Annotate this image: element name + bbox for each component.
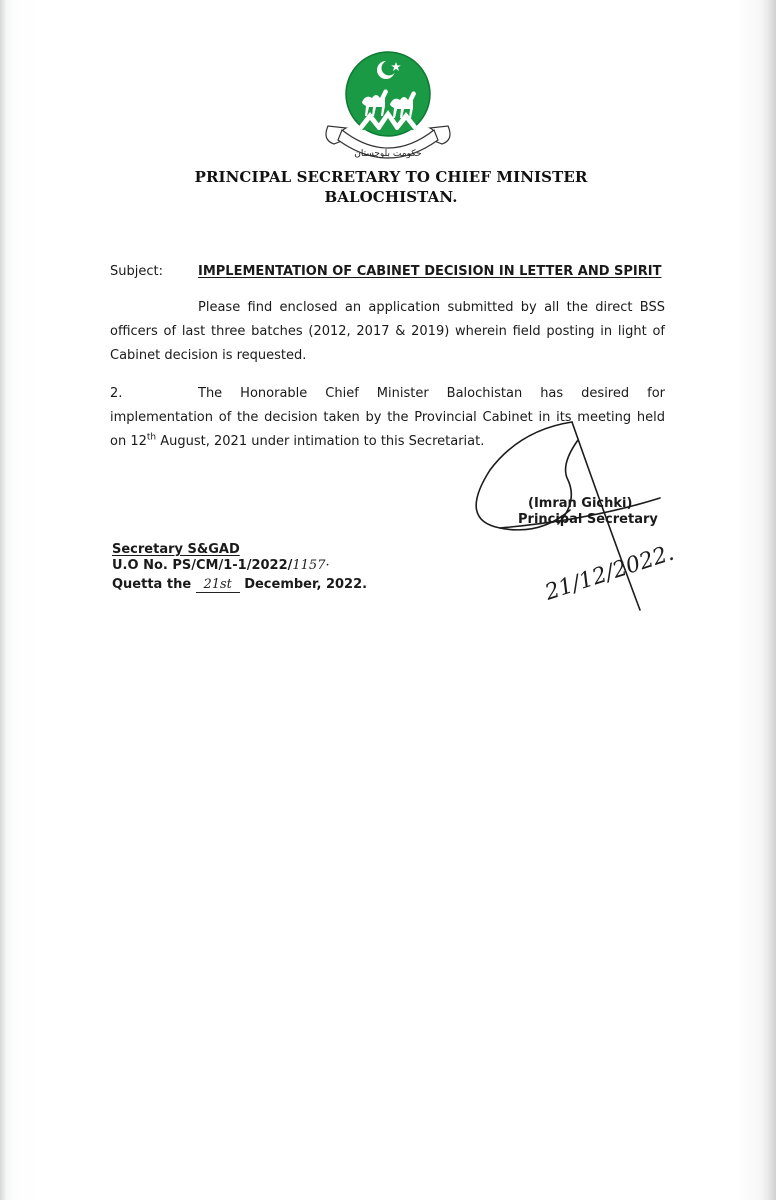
emblem-scroll-text: حکومت بلوچستان bbox=[354, 149, 422, 159]
paragraph-2-text-start: The Honorable Chief Minister Balochistan has desired for implementation of the decision taken by the Provincial Cabinet in its meeting held on 12 bbox=[110, 386, 665, 449]
handwritten-signature-date: 21/12/2022. bbox=[542, 540, 678, 606]
signatory-title: Principal Secretary bbox=[518, 512, 658, 527]
uo-number-handwritten: 1157· bbox=[292, 558, 330, 573]
body-paragraph-2 bbox=[110, 382, 665, 454]
quetta-prefix: Quetta the bbox=[112, 577, 192, 592]
uo-number bbox=[112, 558, 330, 573]
subject-text: IMPLEMENTATION OF CABINET DECISION IN LETTER AND SPIRIT bbox=[198, 264, 662, 279]
quetta-month-year: December, 2022. bbox=[244, 577, 368, 592]
paragraph-2-text-end: August, 2021 under intimation to this Secretariat. bbox=[156, 434, 485, 449]
uo-number-prefix: U.O No. PS/CM/1-1/2022/ bbox=[112, 558, 293, 573]
ordinal-superscript: th bbox=[146, 432, 157, 443]
issue-date-line bbox=[112, 577, 367, 593]
signatory-name: (Imran Gichki) bbox=[528, 496, 633, 511]
balochistan-emblem-logo bbox=[318, 48, 458, 170]
subject-label: Subject: bbox=[110, 264, 163, 279]
paragraph-2-number: 2. bbox=[110, 386, 123, 401]
body-paragraph-1 bbox=[110, 296, 665, 368]
paragraph-1-text: Please find enclosed an application submitted by all the direct BSS officers of last three batches (2012, 2017 & 2019) wherein field posting in light of Cabinet decision is requested. bbox=[110, 300, 665, 363]
office-heading-line2: BALOCHISTAN. bbox=[324, 188, 458, 206]
handwritten-day: 21st bbox=[196, 577, 240, 593]
office-heading-line1: PRINCIPAL SECRETARY TO CHIEF MINISTER bbox=[194, 168, 588, 186]
addressee: Secretary S&GAD bbox=[112, 542, 240, 557]
